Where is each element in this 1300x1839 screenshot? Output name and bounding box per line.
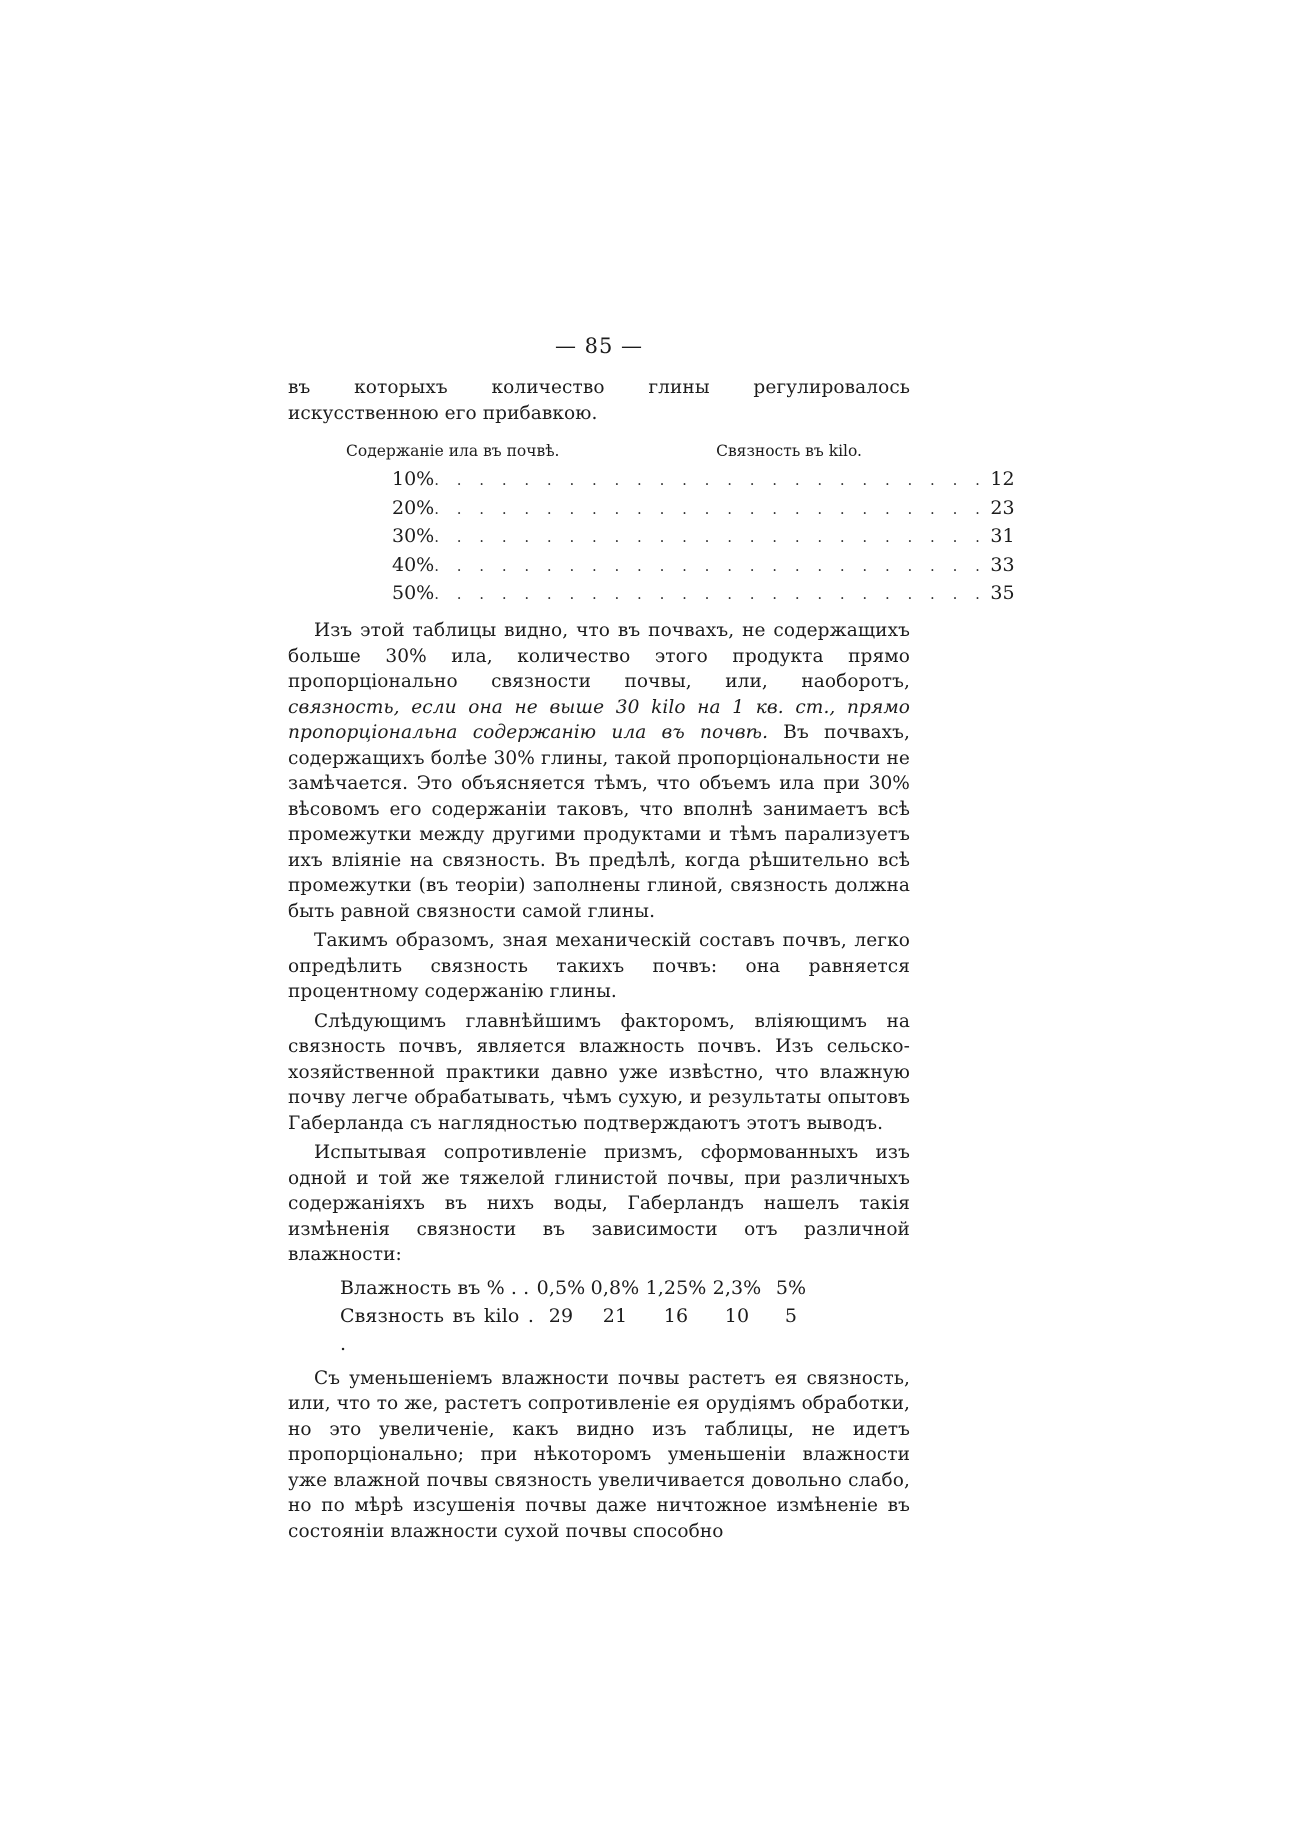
clay-content: 50% xyxy=(392,582,435,604)
table-header xyxy=(288,442,910,460)
leader-dots: . . . . . . . . . . . . . . . . . . . . . . . . . xyxy=(434,556,987,575)
leader-dots: . . . . . . . . . . . . . . . . . . . . . . . . . xyxy=(434,499,987,518)
cohesion-value: 21 xyxy=(602,1304,628,1327)
paragraph-1-emphasis: связность, если она не выше 30 kilo на 1 кв. cm., прямо пропорціональна содержанію ила въ почвѣ. xyxy=(288,696,910,743)
intro-paragraph: въ которыхъ количество глины регулировалось искусственною его прибавкою. xyxy=(288,377,910,424)
moisture-value: 0,5% xyxy=(536,1276,586,1299)
paragraph-1 xyxy=(288,618,910,924)
cohesion-value: 10 xyxy=(724,1304,750,1327)
paragraph-4: Испытывая сопротивленіе призмъ, сформованныхъ изъ одной и той же тяжелой глинистой почвы, при различныхъ содержаніяхъ въ нихъ воды, Габерландъ нашелъ такія измѣненія связности въ зависимости отъ различной влажности: xyxy=(288,1142,910,1265)
clay-content: 30% xyxy=(392,525,435,547)
paragraph-3: Слѣдующимъ главнѣйшимъ факторомъ, вліяющимъ на связность почвъ, является влажность почвъ. Изъ сельско-хозяйственной практики давно уже извѣстно, что влажную почву легче обрабатывать, чѣмъ сухую, и результаты опытовъ Габерланда съ наглядностью подтверждаютъ этотъ выводъ. xyxy=(288,1010,910,1134)
paragraph-5: Съ уменьшеніемъ влажности почвы растетъ ея связность, или, что то же, растетъ сопротивленіе ея орудіямъ обработки, но это увеличеніе, какъ видно изъ таблицы, не идетъ пропорціонально; при нѣкоторомъ уменьшеніи влажности уже влажной почвы связность увеличивается довольно слабо, но по мѣрѣ изсушенія почвы даже ничтожное измѣненіе въ состояніи влажности сухой почвы способно xyxy=(288,1367,910,1542)
clay-cohesion-table xyxy=(288,442,1015,609)
moisture-cohesion-table xyxy=(340,1274,910,1358)
cohesion-row xyxy=(340,1302,910,1358)
cohesion-value: 12 xyxy=(990,468,1015,490)
moisture-label: Влажность въ % . . xyxy=(340,1276,530,1299)
leader-dots: . . . . . . . . . . . . . . . . . . . . . . . . . xyxy=(434,585,987,603)
paragraph-2: Такимъ образомъ, зная механическій составъ почвъ, легко опредѣлить связность такихъ почвъ: она равняется процентному содержанію глины. xyxy=(288,930,910,1002)
moisture-value: 2,3% xyxy=(712,1276,762,1299)
moisture-value: 0,8% xyxy=(590,1276,640,1299)
moisture-value: 1,25% xyxy=(645,1276,707,1299)
cohesion-value: 29 xyxy=(548,1304,574,1327)
text-block-top xyxy=(288,375,910,426)
table-row xyxy=(392,523,1015,552)
clay-content: 40% xyxy=(392,553,435,576)
cohesion-label: Связность въ kilo . . xyxy=(340,1304,534,1355)
cohesion-value: 5 xyxy=(784,1304,798,1327)
table-row xyxy=(392,466,1015,495)
paragraph-1-start: Изъ этой таблицы видно, что въ почвахъ, не содержащихъ больше 30% ила, количество этого продукта прямо пропорціонально связности почвы, или, наоборотъ, xyxy=(288,620,910,692)
cohesion-value: 16 xyxy=(663,1304,689,1327)
cohesion-value: 35 xyxy=(990,582,1015,604)
table-row xyxy=(392,495,1015,524)
cohesion-value: 23 xyxy=(990,496,1015,519)
paragraph-1-end: Въ почвахъ, содержащихъ болѣе 30% глины, такой пропорціональности не замѣчается. Это объясняется тѣмъ, что объемъ ила при 30% вѣсовомъ его содержаніи таковъ, что вполнѣ занимаетъ всѣ промежутки между другими продуктами и тѣмъ парализуетъ ихъ вліяніе на связность. Въ предѣлѣ, когда рѣшительно всѣ промежутки (въ теоріи) заполнены глиной, связность должна быть равной связности самой глины. xyxy=(288,722,911,922)
column-header-cohesion: Связность въ kilo. xyxy=(716,442,862,460)
table-row xyxy=(392,552,1015,581)
clay-content: 20% xyxy=(392,496,435,519)
column-header-content: Содержаніе ила въ почвѣ. xyxy=(346,442,560,460)
page-number: — 85 — xyxy=(554,334,644,358)
moisture-row xyxy=(340,1274,910,1302)
leader-dots: . . . . . . . . . . . . . . . . . . . . . . . . . xyxy=(434,471,987,489)
leader-dots: . . . . . . . . . . . . . . . . . . . . . . . . . xyxy=(434,528,987,546)
cohesion-value: 31 xyxy=(990,525,1015,547)
cohesion-value: 33 xyxy=(990,553,1015,576)
moisture-value: 5% xyxy=(775,1276,807,1299)
text-block-main xyxy=(288,618,910,1544)
clay-content: 10% xyxy=(392,468,435,490)
table-row xyxy=(392,580,1015,609)
